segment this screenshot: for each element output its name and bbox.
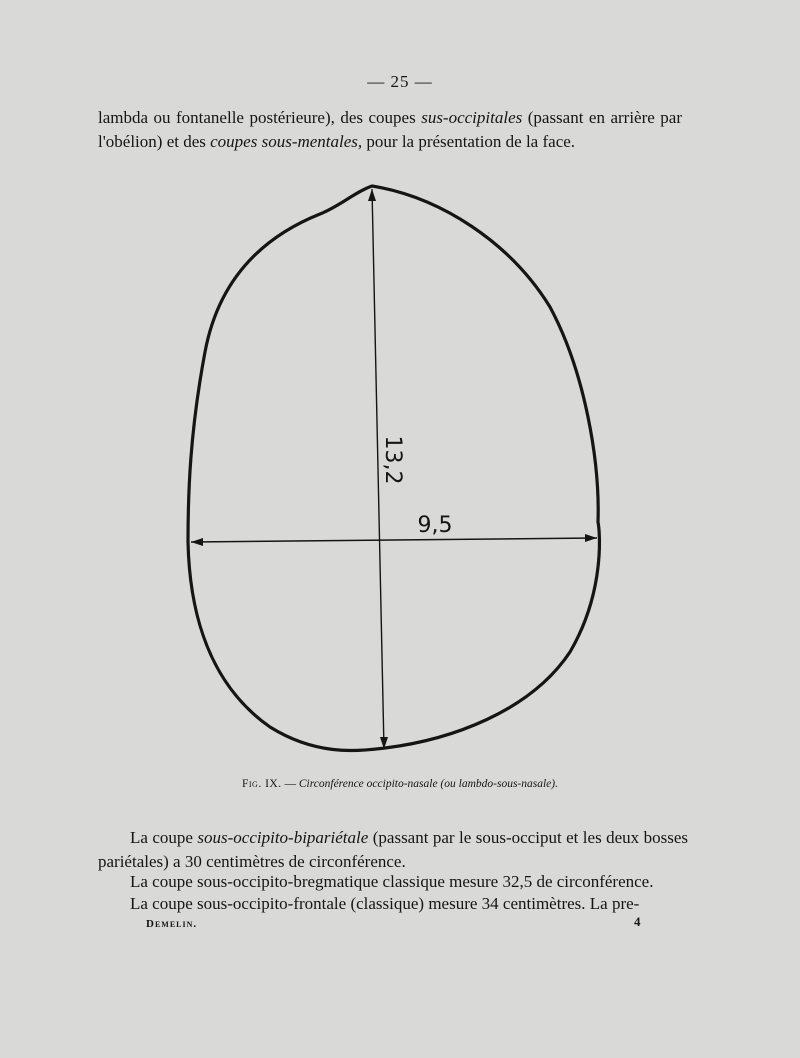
horizontal-dimension-label: 9,5	[417, 513, 453, 538]
figure-number: Fig. IX.	[242, 778, 282, 790]
p1-text-1: La coupe	[130, 828, 198, 847]
horizontal-arrow-right	[585, 534, 597, 542]
head-circumference-diagram	[150, 172, 630, 772]
paragraph-bipariétale	[98, 826, 688, 874]
intro-italic-2: coupes sous-mentales,	[210, 132, 363, 151]
intro-italic-1: sus-occipitales	[421, 108, 523, 127]
vertical-dimension-label: 13,2	[380, 435, 405, 485]
page-number: — 25 —	[367, 72, 433, 91]
intro-paragraph	[98, 106, 682, 154]
figure-ix	[150, 172, 630, 772]
horizontal-axis-line	[191, 538, 597, 542]
p1-italic: sous-occipito-bipariétale	[197, 828, 369, 847]
horizontal-arrow-left	[191, 538, 203, 546]
caption-dash: —	[281, 778, 299, 790]
paragraph-bregmatique: La coupe sous-occipito-bregmatique classique mesure 32,5 de circonférence.	[130, 872, 654, 891]
caption-text: Circonférence occipito-nasale (ou lambdo-sous-nasale).	[298, 778, 558, 790]
intro-text-1: lambda ou fontanelle postérieure), des coupes	[98, 108, 422, 127]
p1-text-2: (passant par le sous-occiput et les deux bosses pariétales) a 30 centimètres de circonférence.	[98, 828, 688, 871]
author-signature: Demelin.	[146, 918, 198, 930]
signature-mark: 4	[634, 914, 641, 929]
paragraph-frontale: La coupe sous-occipito-frontale (classique) mesure 34 centimètres. La pre-	[130, 894, 640, 913]
vertical-arrow-top	[368, 189, 376, 201]
intro-text-2: (passant en arrière par l'obélion) et des	[98, 108, 682, 151]
figure-caption	[0, 778, 800, 790]
intro-text-3: pour la présentation de la face.	[362, 132, 576, 151]
